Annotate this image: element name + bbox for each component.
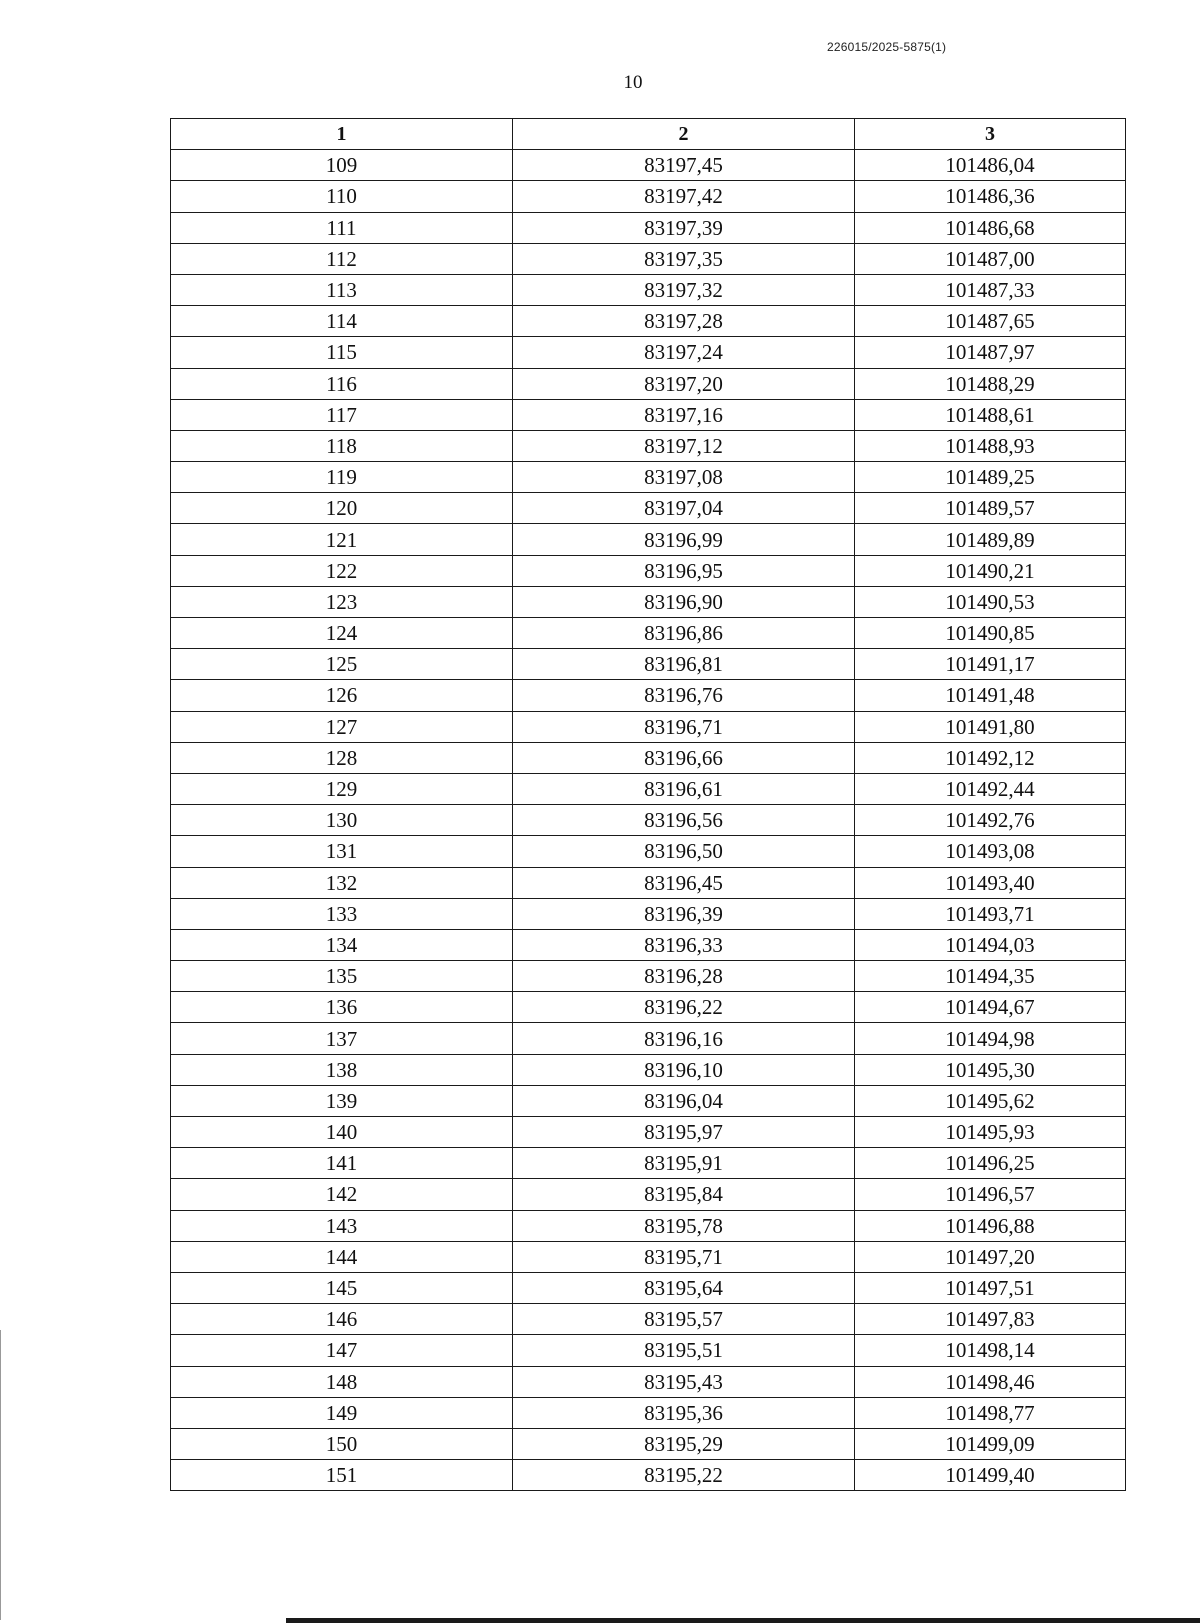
x-coordinate-cell: 83197,42: [513, 181, 855, 212]
column-header: 3: [855, 119, 1126, 150]
table-row: [171, 306, 1126, 337]
x-coordinate-cell: 83197,45: [513, 150, 855, 181]
table-row: [171, 742, 1126, 773]
point-number-cell: 149: [171, 1397, 513, 1428]
y-coordinate-cell: 101488,29: [855, 368, 1126, 399]
table-row: [171, 274, 1126, 305]
table-row: [171, 524, 1126, 555]
y-coordinate-cell: 101487,97: [855, 337, 1126, 368]
y-coordinate-cell: 101498,14: [855, 1335, 1126, 1366]
table-row: [171, 773, 1126, 804]
table-row: [171, 1085, 1126, 1116]
point-number-cell: 114: [171, 306, 513, 337]
point-number-cell: 145: [171, 1272, 513, 1303]
y-coordinate-cell: 101490,21: [855, 555, 1126, 586]
point-number-cell: 117: [171, 399, 513, 430]
table-row: [171, 337, 1126, 368]
y-coordinate-cell: 101489,25: [855, 462, 1126, 493]
x-coordinate-cell: 83196,33: [513, 929, 855, 960]
y-coordinate-cell: 101489,89: [855, 524, 1126, 555]
x-coordinate-cell: 83196,81: [513, 649, 855, 680]
table-row: [171, 961, 1126, 992]
x-coordinate-cell: 83196,45: [513, 867, 855, 898]
point-number-cell: 140: [171, 1117, 513, 1148]
y-coordinate-cell: 101487,33: [855, 274, 1126, 305]
table-row: [171, 992, 1126, 1023]
y-coordinate-cell: 101491,17: [855, 649, 1126, 680]
x-coordinate-cell: 83195,84: [513, 1179, 855, 1210]
y-coordinate-cell: 101491,80: [855, 711, 1126, 742]
x-coordinate-cell: 83197,32: [513, 274, 855, 305]
y-coordinate-cell: 101495,30: [855, 1054, 1126, 1085]
x-coordinate-cell: 83196,04: [513, 1085, 855, 1116]
x-coordinate-cell: 83197,04: [513, 493, 855, 524]
point-number-cell: 127: [171, 711, 513, 742]
point-number-cell: 148: [171, 1366, 513, 1397]
y-coordinate-cell: 101492,12: [855, 742, 1126, 773]
point-number-cell: 118: [171, 430, 513, 461]
y-coordinate-cell: 101488,93: [855, 430, 1126, 461]
point-number-cell: 144: [171, 1241, 513, 1272]
table-row: [171, 1117, 1126, 1148]
table-row: [171, 929, 1126, 960]
table-body: [171, 150, 1126, 1491]
x-coordinate-cell: 83196,22: [513, 992, 855, 1023]
document-reference: 226015/2025-5875(1): [827, 40, 947, 54]
y-coordinate-cell: 101494,98: [855, 1023, 1126, 1054]
point-number-cell: 110: [171, 181, 513, 212]
y-coordinate-cell: 101489,57: [855, 493, 1126, 524]
y-coordinate-cell: 101494,03: [855, 929, 1126, 960]
y-coordinate-cell: 101487,00: [855, 243, 1126, 274]
x-coordinate-cell: 83195,43: [513, 1366, 855, 1397]
y-coordinate-cell: 101499,40: [855, 1460, 1126, 1491]
point-number-cell: 147: [171, 1335, 513, 1366]
table-row: [171, 430, 1126, 461]
y-coordinate-cell: 101498,46: [855, 1366, 1126, 1397]
point-number-cell: 131: [171, 836, 513, 867]
point-number-cell: 138: [171, 1054, 513, 1085]
x-coordinate-cell: 83197,08: [513, 462, 855, 493]
table-row: [171, 1335, 1126, 1366]
point-number-cell: 150: [171, 1428, 513, 1459]
point-number-cell: 136: [171, 992, 513, 1023]
y-coordinate-cell: 101486,36: [855, 181, 1126, 212]
x-coordinate-cell: 83196,50: [513, 836, 855, 867]
y-coordinate-cell: 101486,68: [855, 212, 1126, 243]
x-coordinate-cell: 83196,39: [513, 898, 855, 929]
x-coordinate-cell: 83197,16: [513, 399, 855, 430]
x-coordinate-cell: 83196,86: [513, 618, 855, 649]
table-row: [171, 805, 1126, 836]
point-number-cell: 143: [171, 1210, 513, 1241]
table-row: [171, 618, 1126, 649]
page-number: 10: [623, 72, 643, 93]
point-number-cell: 129: [171, 773, 513, 804]
y-coordinate-cell: 101496,57: [855, 1179, 1126, 1210]
coordinates-table: [170, 118, 1126, 1491]
y-coordinate-cell: 101490,85: [855, 618, 1126, 649]
x-coordinate-cell: 83197,24: [513, 337, 855, 368]
x-coordinate-cell: 83196,99: [513, 524, 855, 555]
y-coordinate-cell: 101497,51: [855, 1272, 1126, 1303]
x-coordinate-cell: 83197,12: [513, 430, 855, 461]
table-row: [171, 555, 1126, 586]
x-coordinate-cell: 83197,35: [513, 243, 855, 274]
point-number-cell: 142: [171, 1179, 513, 1210]
point-number-cell: 134: [171, 929, 513, 960]
y-coordinate-cell: 101490,53: [855, 586, 1126, 617]
y-coordinate-cell: 101486,04: [855, 150, 1126, 181]
x-coordinate-cell: 83196,66: [513, 742, 855, 773]
scan-edge-mark: [0, 1330, 1, 1620]
table-row: [171, 867, 1126, 898]
x-coordinate-cell: 83196,56: [513, 805, 855, 836]
table-row: [171, 898, 1126, 929]
x-coordinate-cell: 83196,10: [513, 1054, 855, 1085]
point-number-cell: 122: [171, 555, 513, 586]
point-number-cell: 137: [171, 1023, 513, 1054]
table-row: [171, 1023, 1126, 1054]
y-coordinate-cell: 101495,62: [855, 1085, 1126, 1116]
table-row: [171, 399, 1126, 430]
x-coordinate-cell: 83195,91: [513, 1148, 855, 1179]
table-row: [171, 368, 1126, 399]
x-coordinate-cell: 83195,64: [513, 1272, 855, 1303]
point-number-cell: 141: [171, 1148, 513, 1179]
point-number-cell: 124: [171, 618, 513, 649]
point-number-cell: 130: [171, 805, 513, 836]
y-coordinate-cell: 101487,65: [855, 306, 1126, 337]
y-coordinate-cell: 101493,08: [855, 836, 1126, 867]
x-coordinate-cell: 83196,28: [513, 961, 855, 992]
x-coordinate-cell: 83196,90: [513, 586, 855, 617]
table-row: [171, 649, 1126, 680]
table-header-row: [171, 119, 1126, 150]
point-number-cell: 125: [171, 649, 513, 680]
point-number-cell: 112: [171, 243, 513, 274]
point-number-cell: 120: [171, 493, 513, 524]
table-row: [171, 1304, 1126, 1335]
table-row: [171, 1460, 1126, 1491]
y-coordinate-cell: 101499,09: [855, 1428, 1126, 1459]
table-row: [171, 1366, 1126, 1397]
y-coordinate-cell: 101494,67: [855, 992, 1126, 1023]
point-number-cell: 128: [171, 742, 513, 773]
table-row: [171, 462, 1126, 493]
table-row: [171, 150, 1126, 181]
y-coordinate-cell: 101494,35: [855, 961, 1126, 992]
table-row: [171, 1054, 1126, 1085]
x-coordinate-cell: 83195,97: [513, 1117, 855, 1148]
x-coordinate-cell: 83197,39: [513, 212, 855, 243]
point-number-cell: 146: [171, 1304, 513, 1335]
y-coordinate-cell: 101496,88: [855, 1210, 1126, 1241]
table-row: [171, 586, 1126, 617]
y-coordinate-cell: 101498,77: [855, 1397, 1126, 1428]
x-coordinate-cell: 83196,16: [513, 1023, 855, 1054]
x-coordinate-cell: 83196,61: [513, 773, 855, 804]
y-coordinate-cell: 101496,25: [855, 1148, 1126, 1179]
x-coordinate-cell: 83195,29: [513, 1428, 855, 1459]
table-header: [171, 119, 1126, 150]
y-coordinate-cell: 101492,44: [855, 773, 1126, 804]
x-coordinate-cell: 83195,22: [513, 1460, 855, 1491]
x-coordinate-cell: 83196,71: [513, 711, 855, 742]
x-coordinate-cell: 83195,78: [513, 1210, 855, 1241]
y-coordinate-cell: 101497,20: [855, 1241, 1126, 1272]
point-number-cell: 139: [171, 1085, 513, 1116]
y-coordinate-cell: 101492,76: [855, 805, 1126, 836]
table-row: [171, 711, 1126, 742]
point-number-cell: 135: [171, 961, 513, 992]
table-row: [171, 1428, 1126, 1459]
point-number-cell: 116: [171, 368, 513, 399]
column-header: 1: [171, 119, 513, 150]
y-coordinate-cell: 101495,93: [855, 1117, 1126, 1148]
point-number-cell: 121: [171, 524, 513, 555]
point-number-cell: 151: [171, 1460, 513, 1491]
x-coordinate-cell: 83195,36: [513, 1397, 855, 1428]
point-number-cell: 109: [171, 150, 513, 181]
point-number-cell: 126: [171, 680, 513, 711]
table-row: [171, 212, 1126, 243]
y-coordinate-cell: 101488,61: [855, 399, 1126, 430]
x-coordinate-cell: 83196,95: [513, 555, 855, 586]
point-number-cell: 111: [171, 212, 513, 243]
point-number-cell: 119: [171, 462, 513, 493]
table-row: [171, 1179, 1126, 1210]
point-number-cell: 113: [171, 274, 513, 305]
table-row: [171, 836, 1126, 867]
column-header: 2: [513, 119, 855, 150]
table-row: [171, 1148, 1126, 1179]
x-coordinate-cell: 83195,51: [513, 1335, 855, 1366]
table-row: [171, 1210, 1126, 1241]
x-coordinate-cell: 83197,28: [513, 306, 855, 337]
y-coordinate-cell: 101493,40: [855, 867, 1126, 898]
point-number-cell: 115: [171, 337, 513, 368]
table-row: [171, 493, 1126, 524]
point-number-cell: 123: [171, 586, 513, 617]
table-row: [171, 181, 1126, 212]
table-row: [171, 1397, 1126, 1428]
scan-bottom-edge: [286, 1618, 1200, 1623]
table-row: [171, 1272, 1126, 1303]
point-number-cell: 133: [171, 898, 513, 929]
point-number-cell: 132: [171, 867, 513, 898]
y-coordinate-cell: 101493,71: [855, 898, 1126, 929]
x-coordinate-cell: 83196,76: [513, 680, 855, 711]
y-coordinate-cell: 101497,83: [855, 1304, 1126, 1335]
x-coordinate-cell: 83195,57: [513, 1304, 855, 1335]
y-coordinate-cell: 101491,48: [855, 680, 1126, 711]
table-row: [171, 1241, 1126, 1272]
x-coordinate-cell: 83197,20: [513, 368, 855, 399]
x-coordinate-cell: 83195,71: [513, 1241, 855, 1272]
table-row: [171, 243, 1126, 274]
table-row: [171, 680, 1126, 711]
